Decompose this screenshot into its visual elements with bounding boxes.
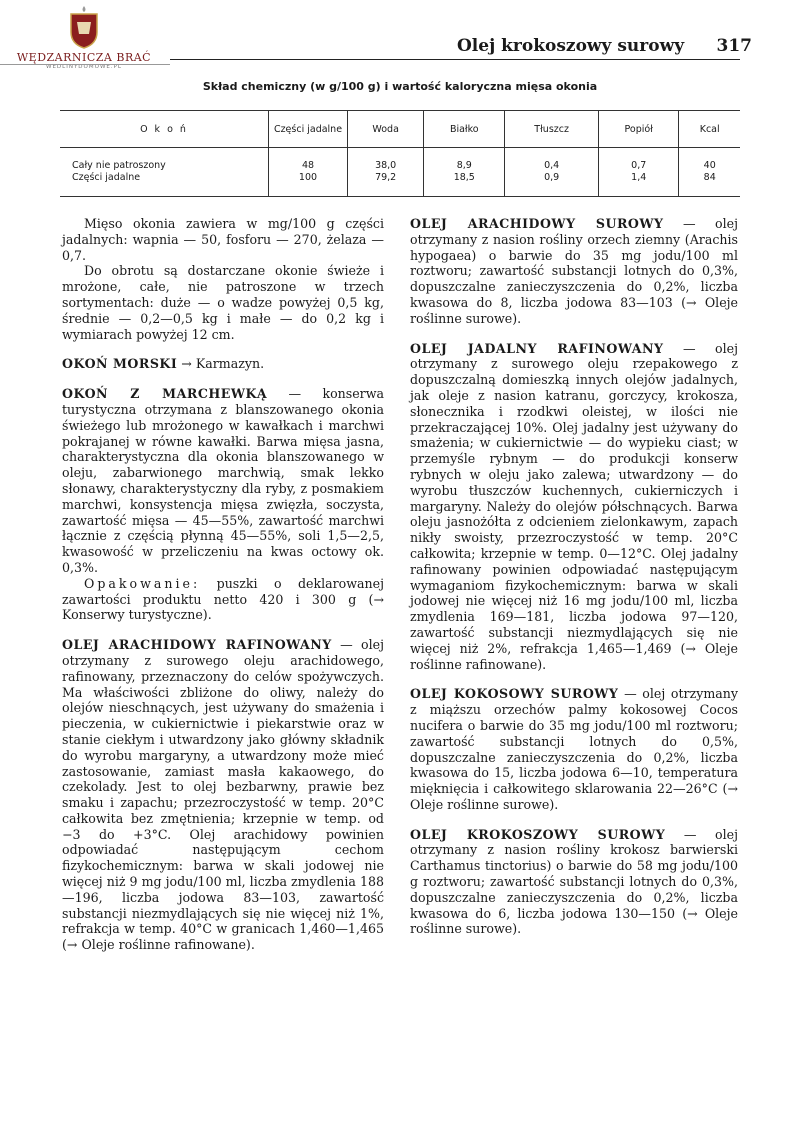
cell-value: 40 — [703, 160, 716, 171]
entry-okon-z-marchewka — [62, 386, 384, 576]
cell-value: 84 — [703, 172, 716, 183]
packaging-body: puszki o deklarowanej zawartości produktu netto 420 i 300 g (→ Konserwy turystyczne). — [62, 575, 384, 623]
logo — [14, 6, 154, 70]
header-rule-left — [0, 64, 170, 65]
table-header-cell: Części jadalne — [269, 111, 348, 148]
entry-olej-arachidowy-rafinowany — [62, 637, 384, 953]
paragraph: Do obrotu są dostarczane okonie świeże i mrożone, całe, nie patroszone w trzech sortymentach: duże — o wadze powyżej 0,5 kg, średnie — 0,2—0,5 kg i małe — do 0,2 kg i wymiarach powyżej 12 cm. — [62, 263, 384, 342]
entry-okon-morski — [62, 356, 384, 372]
row-label: Części jadalne — [72, 172, 141, 183]
cell-value: 48 — [301, 160, 315, 171]
entry-olej-jadalny-rafinowany — [410, 341, 738, 673]
table-cell — [599, 148, 679, 197]
cell-value: 8,9 — [456, 160, 472, 171]
entry-headword: OLEJ ARACHIDOWY SUROWY — [410, 216, 664, 231]
table-cell — [505, 148, 599, 197]
row-label: Cały nie patroszony — [72, 160, 166, 171]
packaging-label: Opakowanie: — [84, 575, 201, 591]
entry-headword: OKOŃ Z MARCHEWKĄ — [62, 386, 268, 402]
entry-body: — olej otrzymany z surowego oleju rzepakowego z dopuszczalną domieszką innych olejów jadalnych, jak oleje z nasion katranu, gorczycy, krokosza, słonecznika i rzodkwi oleistej, w ilości nie przekraczającej 10%. Olej jadalny jest używany do smażenia; w cukiernictwie — do wypieku ciast; w przemyśle rybnym — do produkcji konserw rybnych w oleju jako zalewa; utwardzony — do wyrobu tłuszczów kuchennych, cukierniczych i margaryny. Należy do olejów półschnących. Barwa oleju jasnożółta z odcieniem zielonkawym, zapach nikły swoisty, przezroczystość w temp. 20°C całkowita; krzepnie w temp. 0—12°C. Olej jadalny rafinowany powinien odpowiadać następującym wymaganiom fizykochemicznym: barwa w skali jodowej nie więcej niż 16 mg jodu/100 ml, liczba zmydlenia 169—181, liczba jodowa 97—120, zawartość substancji niezmydlających się nie więcej niż 2%, refrakcja 1,465—1,469 (→ Oleje roślinne rafinowane). — [410, 340, 738, 672]
entry-headword: OKOŃ MORSKI — [62, 356, 178, 372]
logo-url: WEDLINYDOMOWE.PL — [46, 64, 122, 70]
entry-body: — olej otrzymany z nasion rośliny krokosz barwierski Carthamus tinctorius) o barwie do 58 mg jodu/100 g roztworu; zawartość substancji lotnych do 0,3%, dopuszczalne zanieczyszczenia do 0,2%, liczba kwasowa do 6, liczba jodowa 130—150 (→ Oleje roślinne surowe). — [410, 826, 738, 937]
cell-value: 0,7 — [631, 160, 647, 171]
entry-olej-arachidowy-surowy — [410, 216, 738, 327]
cell-value: 1,4 — [631, 172, 647, 183]
entry-body: → Karmazyn. — [177, 356, 265, 372]
entry-headword: OLEJ KROKOSZOWY SUROWY — [410, 826, 666, 842]
page-number: 317 — [716, 36, 752, 56]
entry-body: — olej otrzymany z nasion rośliny orzech ziemny (Arachis hypogaea) o barwie do 35 mg jodu/100 ml roztworu; zawartość substancji lotnych do 0,3%, dopuszczalne zanieczyszczenia do 0,2%, liczba kwasowa do 8, liczba jodowa 83—103 (→ Oleje roślinne surowe). — [410, 216, 738, 326]
cell-value: 100 — [298, 172, 318, 183]
table-cell — [424, 148, 505, 197]
table-header-cell: Woda — [348, 111, 424, 148]
cell-value: 79,2 — [375, 172, 397, 183]
cell-value: 0,4 — [544, 160, 560, 171]
right-column — [410, 216, 738, 937]
table-cell — [269, 148, 348, 197]
table-header-cell: Kcal — [679, 111, 740, 148]
entry-body: — konserwa turystyczna otrzymana z blanszowanego okonia świeżego lub mrożonego w kawałkach i marchwi pokrajanej w równe kawałki. Barwa mięsa jasna, charakterystyczna dla okonia blanszowanego w oleju, zabarwionego marchwią, smak lekko słonawy, charakterystyczny dla ryby, z posmakiem marchwi, konsystencja mięsa zwięzła, soczysta, zawartość mięsa — 45—55%, zawartość marchwi łącznie z częścią płynną 45—55%, soli 1,5—2,5, kwasowość w przeliczeniu na kwas octowy ok. 0,3%. — [62, 386, 384, 575]
cell-value: 0,9 — [544, 172, 560, 183]
table-header-cell: Tłuszcz — [505, 111, 599, 148]
table-header-cell: Białko — [424, 111, 505, 148]
table-header-cell: Popiół — [599, 111, 679, 148]
table-cell — [348, 148, 424, 197]
entry-olej-krokoszowy-surowy — [410, 827, 738, 938]
entry-body: — olej otrzymany z surowego oleju arachidowego, rafinowany, przeznaczony do celów spożywczych. Ma właściwości zbliżone do oliwy, należy do olejów nieschnących, jest używany do smażenia i pieczenia, w cukiernictwie i piekarstwie oraz w stanie ciekłym i utwardzony jako główny składnik do wyrobu margaryny, a utwardzony może mieć zastosowanie, zamiast masła kakaowego, do czekolady. Jest to olej bezbarwny, prawie bez smaku i zapachu; przezroczystość w temp. 20°C całkowita bez zmętnienia; krzepnie w temp. od −3 do +3°C. Olej arachidowy powinien odpowiadać następującym cechom fizykochemicznym: barwa w skali jodowej nie więcej niż 9 mg jodu/100 ml, liczba zmydlenia 188—196, liczba jodowa 83—103, zawartość substancji niezmydlających się nie więcej niż 1%, refrakcja w temp. 40°C w granicach 1,460—1,465 (→ Oleje roślinne rafinowane). — [62, 637, 384, 953]
paragraph: Mięso okonia zawiera w mg/100 g części jadalnych: wapnia — 50, fosforu — 270, żelaza — 0,7. — [62, 216, 384, 263]
running-head — [170, 36, 740, 60]
entry-headword: OLEJ ARACHIDOWY RAFINOWANY — [62, 637, 332, 653]
table-cell — [679, 148, 740, 197]
cell-value: 38,0 — [375, 160, 397, 171]
composition-table — [60, 110, 740, 197]
table-header-cell: O k o ń — [60, 111, 269, 148]
table-row — [60, 148, 740, 197]
entry-headword: OLEJ JADALNY RAFINOWANY — [410, 340, 664, 356]
entry-headword: OLEJ KOKOSOWY SUROWY — [410, 686, 619, 702]
table-cell — [60, 148, 269, 197]
paragraph — [62, 576, 384, 623]
crest-icon — [67, 6, 101, 50]
cell-value: 18,5 — [453, 172, 475, 183]
entry-olej-kokosowy-surowy — [410, 686, 738, 812]
left-column — [62, 216, 384, 953]
logo-name: WĘDZARNICZA BRAĆ — [16, 51, 152, 64]
table-header-row — [60, 111, 740, 148]
table-caption: Skład chemiczny (w g/100 g) i wartość kaloryczna mięsa okonia — [202, 80, 598, 93]
entry-body: — olej otrzymany z miąższu orzechów palmy kokosowej Cocos nucifera o barwie do 35 mg jodu/100 ml roztworu; zawartość substancji lotnych do 0,5%, dopuszczalne zanieczyszczenia do 0,2%, liczba kwasowa do 15, liczba jodowa 6—10, temperatura mięknięcia i całkowitego sklarowania 22—26°C (→ Oleje roślinne surowe). — [410, 686, 739, 812]
running-head-title: Olej krokoszowy surowy — [457, 36, 685, 56]
